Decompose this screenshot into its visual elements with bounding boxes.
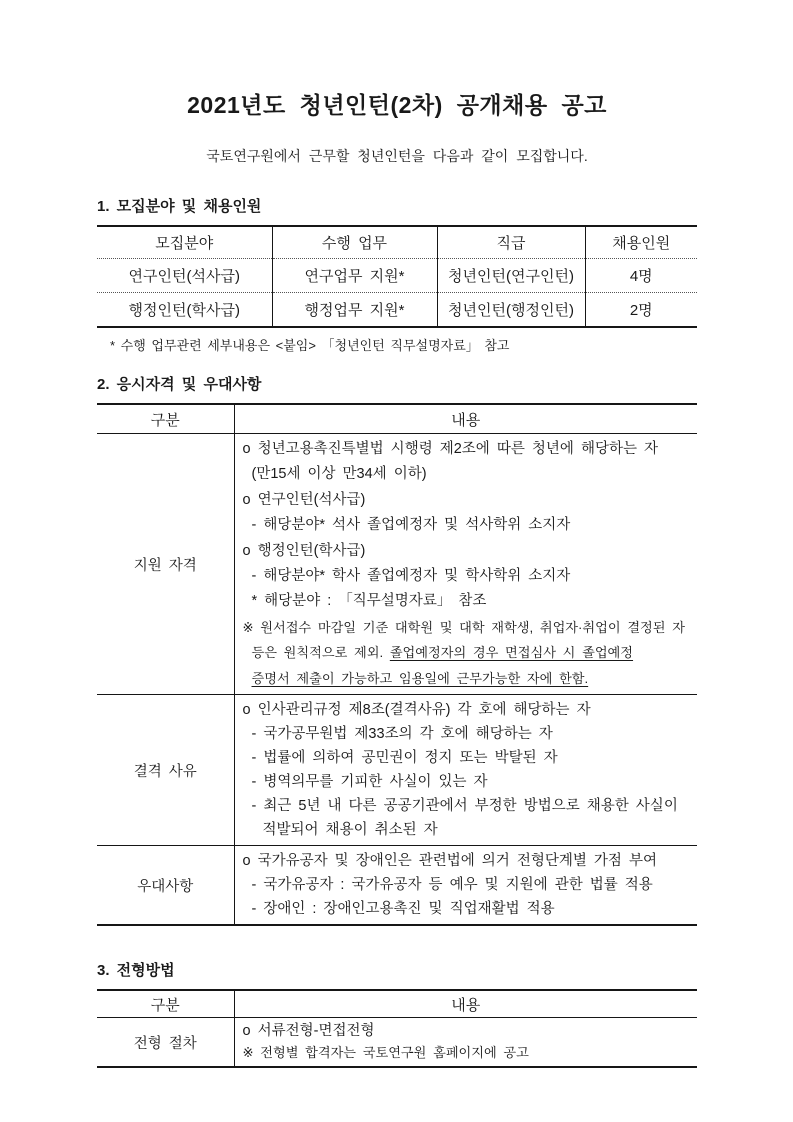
row-label: 지원 자격 — [133, 557, 197, 574]
content-line — [235, 666, 694, 691]
content-line — [235, 698, 694, 722]
table-cell: 연구인턴(석사급) — [128, 268, 240, 285]
content-line — [235, 770, 694, 794]
subtitle: 국토연구원에서 근무할 청년인턴을 다음과 같이 모집합니다. — [206, 148, 588, 164]
selection-table — [97, 989, 697, 1068]
text-segment: o 청년고용촉진특별법 시행령 제2조에 따른 청년에 해당하는 자 — [242, 441, 659, 457]
content-line — [235, 818, 694, 842]
content-line — [235, 722, 694, 746]
text-segment: (만15세 이상 만34세 이하) — [251, 466, 427, 483]
table-row — [97, 259, 697, 293]
text-segment: - 병역의무를 기피한 사실이 있는 자 — [251, 774, 488, 791]
section3-heading: 3. 전형방법 — [97, 962, 175, 980]
column-header-detail: 내용 — [234, 990, 697, 1018]
text-segment: ※ 원서접수 마감일 기준 대학원 및 대학 재학생, 취업자·취업이 결정된 자 — [242, 619, 685, 635]
table-cell: 2명 — [585, 293, 697, 328]
column-header-duty: 수행 업무 — [272, 226, 437, 259]
table-cell: 4명 — [585, 259, 697, 293]
content-line — [235, 462, 694, 487]
table-cell: 청년인턴(행정인턴) — [437, 293, 585, 328]
text-segment: o 인사관리규정 제8조(결격사유) 각 호에 해당하는 자 — [242, 702, 591, 719]
qualification-table — [97, 403, 697, 926]
content-line — [235, 873, 694, 897]
content-line — [235, 849, 694, 873]
text-segment: ※ 전형별 합격자는 국토연구원 홈페이지에 공고 — [242, 1045, 529, 1061]
row-content — [234, 1018, 697, 1068]
column-header-detail: 내용 — [234, 404, 697, 434]
underlined-text: 졸업예정자의 경우 면접심사 시 졸업예정 — [389, 645, 634, 661]
text-segment: - 해당분야* 석사 졸업예정자 및 석사학위 소지자 — [251, 517, 571, 534]
recruitment-table — [97, 225, 697, 328]
text-segment: - 국가공무원법 제33조의 각 호에 해당하는 자 — [251, 726, 553, 743]
text-segment: - 해당분야* 학사 졸업예정자 및 학사학위 소지자 — [251, 568, 571, 585]
text-segment: o 행정인턴(학사급) — [242, 542, 366, 559]
table-row-disqualification — [97, 695, 697, 846]
content-line — [235, 488, 694, 513]
text-segment: - 국가유공자 : 국가유공자 등 예우 및 지원에 관한 법률 적용 — [251, 877, 653, 894]
content-line — [235, 589, 694, 614]
content-line — [235, 746, 694, 770]
content-line — [235, 897, 694, 921]
text-segment: - 장애인 : 장애인고용촉진 및 직업재활법 적용 — [251, 901, 555, 918]
row-content — [234, 434, 697, 695]
table-header-row — [97, 226, 697, 259]
text-segment: o 연구인턴(석사급) — [242, 491, 366, 508]
table-cell: 연구업무 지원* — [272, 259, 437, 293]
table-header-row — [97, 990, 697, 1018]
row-label: 우대사항 — [97, 846, 234, 926]
text-segment: - 최근 5년 내 다른 공공기관에서 부정한 방법으로 채용한 사실이 — [251, 798, 678, 815]
page-title: 2021년도 청년인턴(2차) 공개채용 공고 — [187, 92, 607, 118]
table-row — [97, 293, 697, 328]
column-header-category: 구분 — [97, 404, 234, 434]
content-line — [235, 1021, 694, 1042]
content-line — [235, 564, 694, 589]
table-cell: 청년인턴(연구인턴) — [437, 259, 585, 293]
underlined-text: 증명서 제출이 가능하고 임용일에 근무가능한 자에 한함. — [251, 670, 589, 686]
table-cell: 행정업무 지원* — [272, 293, 437, 328]
column-header-grade: 직급 — [437, 226, 585, 259]
row-content — [234, 846, 697, 926]
row-label: 전형 절차 — [133, 1035, 197, 1052]
table-row-preference — [97, 846, 697, 926]
content-line — [235, 1042, 694, 1063]
table-cell: 행정인턴(학사급) — [97, 293, 272, 328]
text-segment: * 해당분야 : 「직무설명자료」 참조 — [251, 593, 487, 610]
text-segment: o 서류전형-면접전형 — [242, 1023, 375, 1040]
section2-heading: 2. 응시자격 및 우대사항 — [97, 376, 262, 393]
section1-heading: 1. 모집분야 및 채용인원 — [97, 198, 262, 215]
column-header-category: 구분 — [97, 990, 234, 1018]
content-line — [235, 640, 694, 665]
text-segment: 적발되어 채용이 취소된 자 — [262, 822, 438, 839]
column-header-headcount: 채용인원 — [585, 226, 697, 259]
text-segment: o 국가유공자 및 장애인은 관련법에 의거 전형단계별 가점 부여 — [242, 853, 657, 870]
table-header-row — [97, 404, 697, 434]
text-segment: 등은 원칙적으로 제외. — [251, 645, 390, 661]
table-row-procedure — [97, 1018, 697, 1068]
content-line — [235, 794, 694, 818]
content-line — [235, 437, 694, 462]
content-line — [235, 615, 694, 640]
row-content — [234, 695, 697, 846]
text-segment: - 법률에 의하여 공민권이 정지 또는 박탈된 자 — [251, 750, 558, 767]
content-line — [235, 539, 694, 564]
column-header-field: 모집분야 — [97, 226, 272, 259]
row-label: 결격 사유 — [97, 695, 234, 846]
table-row-eligibility — [97, 434, 697, 695]
content-line — [235, 513, 694, 538]
table1-footnote: * 수행 업무관련 세부내용은 <붙임> 「청년인턴 직무설명자료」 참고 — [110, 338, 510, 353]
